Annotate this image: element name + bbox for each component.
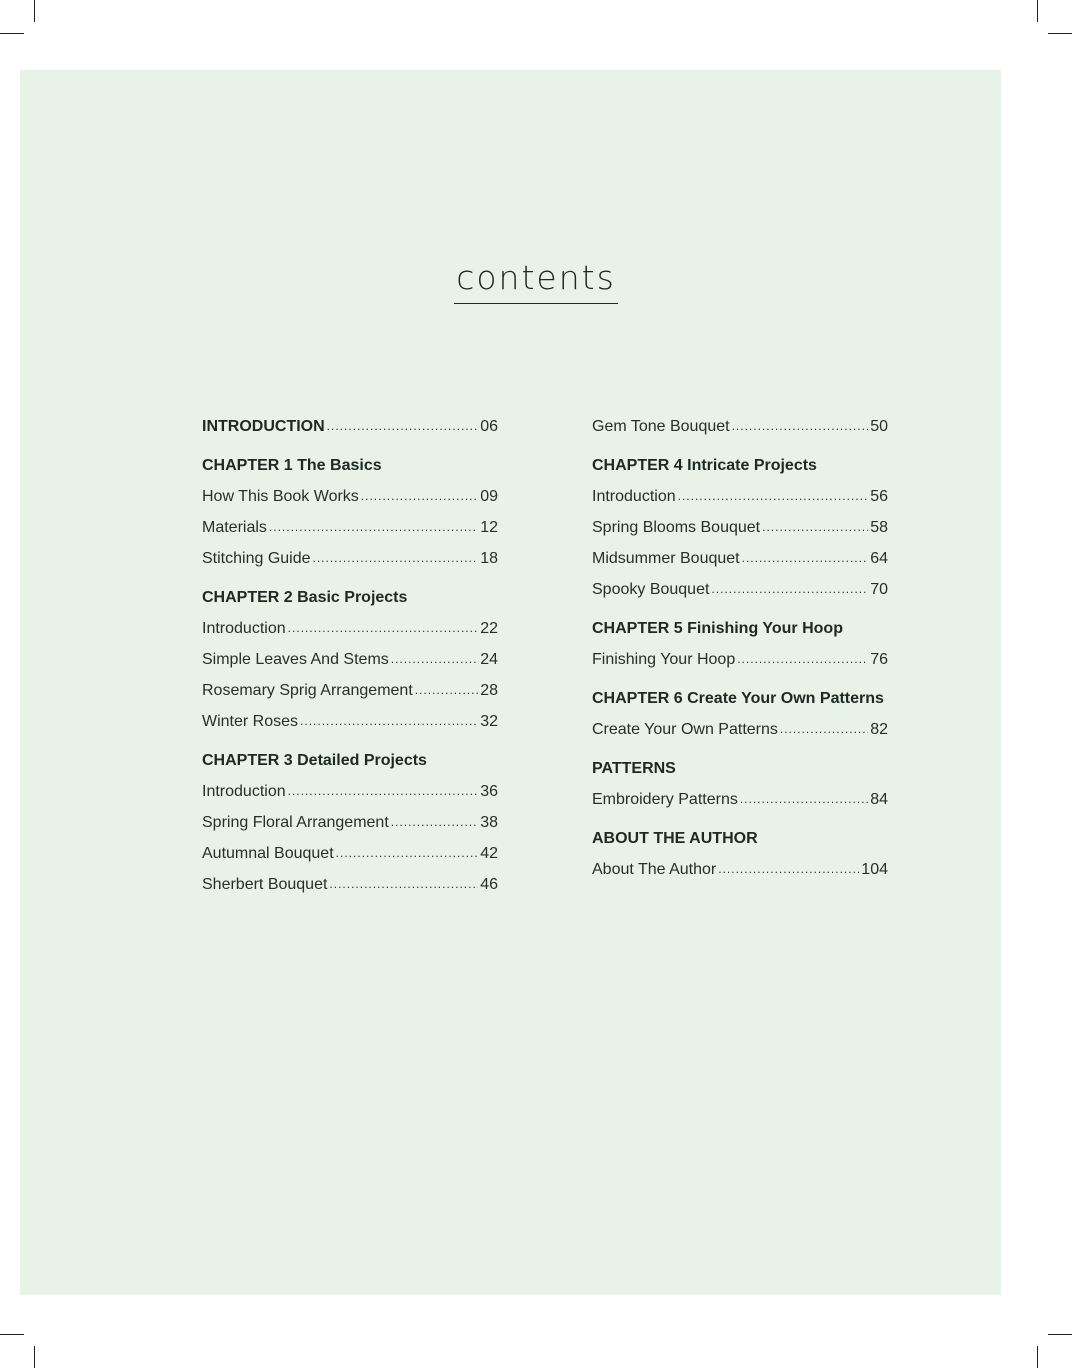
toc-entry-page-number: 42 [480, 845, 498, 862]
dot-leader [762, 517, 868, 537]
toc-entry-label: Autumnal Bouquet [202, 845, 334, 862]
toc-entry-page-number: 64 [870, 550, 888, 567]
dot-leader [711, 579, 868, 599]
toc-entry-label: Rosemary Sprig Arrangement [202, 682, 413, 699]
crop-mark [1037, 1346, 1038, 1368]
toc-entry[interactable] [592, 487, 888, 507]
toc-entry-page-number: 22 [480, 620, 498, 637]
dot-leader [288, 618, 479, 638]
toc-entry-page-number: 76 [870, 651, 888, 668]
toc-entry[interactable] [202, 875, 498, 895]
toc-entry-label: About The Author [592, 861, 717, 878]
toc-entry-label: Gem Tone Bouquet [592, 418, 730, 435]
dot-leader [737, 649, 868, 669]
crop-mark [34, 1346, 35, 1368]
chapter-heading: CHAPTER 4 Intricate Projects [592, 457, 817, 474]
dot-leader [300, 711, 478, 731]
dot-leader [336, 843, 479, 863]
toc-entry-label: How This Book Works [202, 488, 359, 505]
toc-entry[interactable] [592, 790, 888, 810]
toc-entry-page-number: 46 [480, 876, 498, 893]
toc-entry[interactable] [202, 782, 498, 802]
toc-entry-page-number: 84 [870, 791, 888, 808]
toc-entry[interactable] [592, 720, 888, 740]
toc-entry-label: Embroidery Patterns [592, 791, 738, 808]
toc-entry-page-number: 09 [480, 488, 498, 505]
crop-mark [0, 33, 24, 34]
toc-section [202, 417, 498, 437]
toc-entry-label: Stitching Guide [202, 550, 311, 567]
toc-column-left [202, 417, 498, 914]
crop-mark [34, 0, 35, 22]
toc-section [592, 829, 888, 880]
dot-leader [313, 548, 479, 568]
toc-section [202, 751, 498, 895]
toc-entry[interactable] [202, 712, 498, 732]
crop-mark [1048, 33, 1072, 34]
chapter-heading: CHAPTER 6 Create Your Own Patterns [592, 690, 884, 707]
page-title [0, 258, 1072, 304]
toc-entry[interactable] [592, 860, 888, 880]
toc-entry[interactable] [202, 844, 498, 864]
toc-entry-label: Winter Roses [202, 713, 299, 730]
toc-entry-page-number: 38 [480, 814, 498, 831]
toc-entry-label: Sherbert Bouquet [202, 876, 328, 893]
toc-entry-page-number: 28 [480, 682, 498, 699]
dot-leader [780, 719, 868, 739]
dot-leader [269, 517, 478, 537]
crop-mark [0, 1334, 24, 1335]
toc-section [592, 759, 888, 810]
toc-entry[interactable] [202, 549, 498, 569]
dot-leader [740, 789, 868, 809]
crop-mark [1048, 1334, 1072, 1335]
toc-entry[interactable] [202, 487, 498, 507]
dot-leader [361, 486, 478, 506]
toc-section [592, 456, 888, 600]
toc-entry-page-number: 36 [480, 783, 498, 800]
toc-entry[interactable] [202, 650, 498, 670]
toc-entry-page-number: 12 [480, 519, 498, 536]
toc-entry-label: Create Your Own Patterns [592, 721, 778, 738]
toc-entry-page-number: 58 [870, 519, 888, 536]
toc-entry[interactable] [202, 681, 498, 701]
toc-entry[interactable] [592, 549, 888, 569]
dot-leader [329, 874, 478, 894]
chapter-heading: CHAPTER 1 The Basics [202, 457, 382, 474]
chapter-heading: CHAPTER 2 Basic Projects [202, 589, 408, 606]
dot-leader [327, 416, 479, 436]
toc-entry-page-number: 24 [480, 651, 498, 668]
toc-entry[interactable] [592, 650, 888, 670]
toc-entry-label: Spring Blooms Bouquet [592, 519, 761, 536]
dot-leader [742, 548, 869, 568]
toc-entry-label: Introduction [202, 620, 286, 637]
dot-leader [678, 486, 869, 506]
toc-section [202, 588, 498, 732]
toc-entry-label: Spooky Bouquet [592, 581, 710, 598]
dot-leader [732, 416, 869, 436]
toc-entry-label: Spring Floral Arrangement [202, 814, 389, 831]
chapter-heading: CHAPTER 5 Finishing Your Hoop [592, 620, 843, 637]
dot-leader [391, 649, 478, 669]
toc-entry[interactable] [592, 417, 888, 437]
toc-entry-label: INTRODUCTION [202, 418, 325, 435]
toc-section [592, 689, 888, 740]
toc-entry-page-number: 70 [870, 581, 888, 598]
chapter-heading: ABOUT THE AUTHOR [592, 830, 758, 847]
toc-entry-label: Introduction [592, 488, 676, 505]
page-title-text: contents [454, 258, 618, 304]
toc-section [592, 619, 888, 670]
toc-entry-page-number: 56 [870, 488, 888, 505]
toc-entry-page-number: 06 [480, 418, 498, 435]
dot-leader [288, 781, 479, 801]
toc-entry-label: Materials [202, 519, 267, 536]
toc-entry[interactable] [592, 580, 888, 600]
crop-mark [1037, 0, 1038, 22]
toc-entry-page-number: 18 [480, 550, 498, 567]
toc-entry-page-number: 50 [870, 418, 888, 435]
dot-leader [391, 812, 478, 832]
toc-entry-label: Finishing Your Hoop [592, 651, 736, 668]
toc-entry[interactable] [202, 813, 498, 833]
toc-section [202, 456, 498, 569]
chapter-heading: CHAPTER 3 Detailed Projects [202, 752, 427, 769]
toc-entry[interactable] [202, 417, 498, 437]
toc-column-right [592, 417, 888, 899]
toc-entry-page-number: 82 [870, 721, 888, 738]
toc-entry-page-number: 104 [861, 861, 888, 878]
dot-leader [718, 859, 859, 879]
toc-entry-page-number: 32 [480, 713, 498, 730]
toc-entry[interactable] [202, 619, 498, 639]
toc-section [592, 417, 888, 437]
toc-entry-label: Simple Leaves And Stems [202, 651, 389, 668]
chapter-heading: PATTERNS [592, 760, 676, 777]
toc-entry-label: Midsummer Bouquet [592, 550, 740, 567]
dot-leader [415, 680, 478, 700]
toc-entry[interactable] [592, 518, 888, 538]
toc-entry[interactable] [202, 518, 498, 538]
toc-entry-label: Introduction [202, 783, 286, 800]
